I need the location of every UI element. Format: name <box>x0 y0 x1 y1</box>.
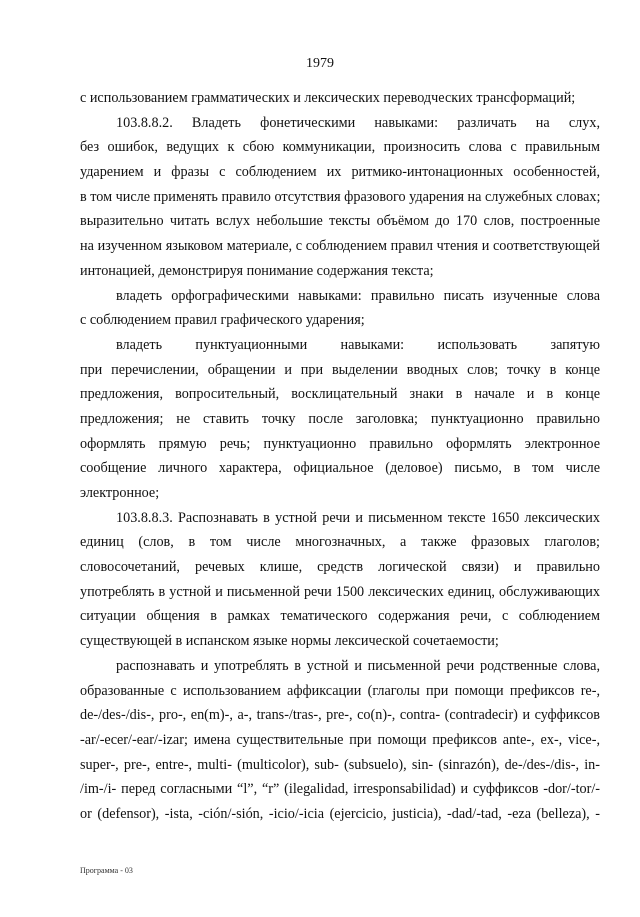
text-line: or (defensor), -ista, -ción/-sión, -icio/-icia (ejercicio, justicia), -dad/-tad, -eza (belleza), - <box>80 805 600 822</box>
text-line: без ошибок, ведущих к сбою коммуникации, произносить слова с правильным <box>80 139 600 156</box>
text-line: образованные с использованием аффиксации (глаголы при помощи префиксов re-, <box>80 682 600 699</box>
text-line: с использованием грамматических и лексических переводческих трансформаций; <box>80 90 576 106</box>
text-line: выразительно читать вслух небольшие тексты объёмом до 170 слов, построенные <box>80 213 600 230</box>
text-line: ситуации общения в рамках тематического содержания речи, с соблюдением <box>80 608 600 625</box>
text-line: существующей в испанском языке нормы лексической сочетаемости; <box>80 633 499 650</box>
text-line: 103.8.8.3. Распознавать в устной речи и письменном тексте 1650 лексических <box>116 509 600 526</box>
text-line: в том числе применять правило отсутствия фразового ударения на служебных словах; <box>80 188 601 205</box>
text-line: электронное; <box>80 485 160 501</box>
text-line: предложения, вопросительный, восклицательный знаки в начале и в конце <box>80 386 600 403</box>
text-line: super-, pre-, entre-, multi- (multicolor), sub- (subsuelo), sin- (sinrazón), de-/des-/dis-, in- <box>80 756 600 773</box>
text-line: с соблюдением правил графического ударения; <box>80 312 365 329</box>
text-line: предложения; не ставить точку после заголовка; пунктуационно правильно <box>80 410 600 427</box>
text-line: словосочетаний, речевых клише, средств логической связи) и правильно <box>80 559 600 576</box>
text-line: 103.8.8.2. Владеть фонетическими навыками: различать на слух, <box>116 114 600 131</box>
text-line: de-/des-/dis-, pro-, en(m)-, a-, trans-/tras-, pre-, co(n)-, contra- (contradecir) и суффиксов <box>80 707 600 724</box>
text-line: при перечислении, обращении и при выделении вводных слов; точку в конце <box>80 361 600 378</box>
text-line: владеть орфографическими навыками: правильно писать изученные слова <box>116 287 600 304</box>
text-line: распознавать и употреблять в устной и письменной речи родственные слова, <box>116 657 600 674</box>
text-line: на изученном языковом материале, с соблюдением правил чтения и соответствующей <box>80 238 600 255</box>
text-line: владеть пунктуационными навыками: использовать запятую <box>116 336 600 353</box>
text-line: /im-/i- перед согласными “l”, “r” (ilegalidad, irresponsabilidad) и суффиксов -dor/-tor/- <box>80 781 600 798</box>
text-line: интонацией, демонстрируя понимание содержания текста; <box>80 262 434 279</box>
text-line: сообщение личного характера, официальное (деловое) письмо, в том числе <box>80 460 600 477</box>
text-line: употреблять в устной и письменной речи 1500 лексических единиц, обслуживающих <box>80 583 600 600</box>
page-footer: Программа - 03 <box>80 866 133 875</box>
body-text <box>80 86 600 827</box>
text-line: ударением и фразы с соблюдением их ритмико-интонационных особенностей, <box>80 164 600 181</box>
text-line: оформлять прямую речь; пунктуационно правильно оформлять электронное <box>80 435 600 452</box>
page-number: 1979 <box>306 56 334 71</box>
text-line: -ar/-ecer/-ear/-izar; имена существительные при помощи префиксов ante-, ex-, vice-, <box>80 731 600 748</box>
text-line: единиц (слов, в том числе многозначных, а также фразовых глаголов; <box>80 534 600 551</box>
